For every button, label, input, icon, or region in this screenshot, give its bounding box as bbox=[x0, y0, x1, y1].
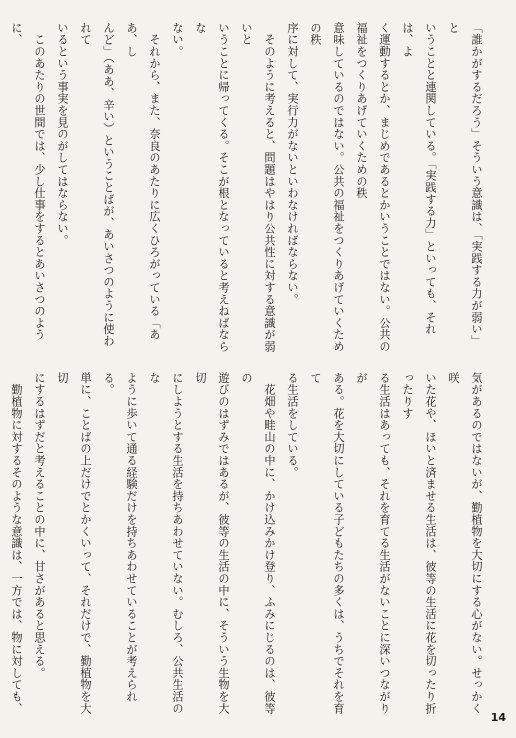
text-line: いうことと連関している。「実践する力」といっても、それは、よ bbox=[401, 22, 437, 335]
text-line: 花畑や畦山の中に、かけ込みかけ登り、ふみにじるのは、彼等の bbox=[240, 372, 276, 715]
text-line: んど」（ああ、辛い）ということばが、あいさつのように使われて bbox=[79, 22, 115, 347]
text-line: ある。花を大切にしている子どもたちの多くは、うちでそれを育て bbox=[309, 372, 345, 715]
text-line: いうことに帰ってくる。そこが根となっていると考えねばならな bbox=[194, 22, 230, 353]
text-line: 勤植物に対するそのような意識は、一方では、物に対しても、 bbox=[10, 383, 23, 715]
text-line: ように歩いて通る経験だけを持ちあわせていることが考えられる。 bbox=[102, 372, 138, 703]
text-line: いるという事実を見のがしてはならない。 bbox=[56, 22, 69, 247]
text-line: にしようとする生活を持ちあわせていない。むしろ、公共生活のな bbox=[148, 372, 184, 715]
text-block-top bbox=[2, 22, 488, 357]
text-line: く運動するとか、まじめであるとかいうことではない。公共の福祉をつくりあげていくための秩 bbox=[355, 22, 391, 353]
text-line: そのように考えると、問題はやはり公共性に対する意識が弱いと bbox=[240, 22, 276, 353]
text-line: 遊びのはずみではあるが、彼等の生活の中に、そういう生物を大切 bbox=[194, 372, 230, 715]
text-line: それから、また、奈良のあたりに広くひろがっている「ああ、し bbox=[125, 22, 161, 341]
text-line: ない。 bbox=[171, 22, 184, 58]
text-line: このあたりの世間では、少し仕事をするとあいさつのように、 bbox=[10, 22, 46, 341]
text-line: 意味しているのではない。公共の福祉をつくりあげていくための秩 bbox=[309, 22, 345, 353]
text-line bbox=[2, 22, 5, 357]
text-line: にするはずだと考えることの中に、甘さがあると思える。 bbox=[33, 372, 46, 679]
text-line: 序に対して、実行力がないといわなければならない。 bbox=[286, 22, 299, 306]
text-line: る生活をしている。 bbox=[286, 372, 299, 479]
text-line: いた花や、ほいと済ませる生活は、彼等の生活に花を切ったり折ったりす bbox=[401, 372, 437, 715]
text-line: 「誰かがするだろう」そういう意識は、「実践する力が弱い」と bbox=[447, 22, 483, 347]
text-block-bottom bbox=[2, 372, 488, 717]
text-line: る生活はあっても、それを育てる生活がないことに深いつながりが bbox=[355, 372, 391, 715]
text-line: 気があるのではないが、勤植物を大切にする心がない。せっかく咲 bbox=[447, 372, 483, 715]
text-line: 単に、ことばの上だけでとかくいって、それだけで、勤植物を大切 bbox=[56, 372, 92, 715]
page-number: 14 bbox=[490, 711, 506, 724]
